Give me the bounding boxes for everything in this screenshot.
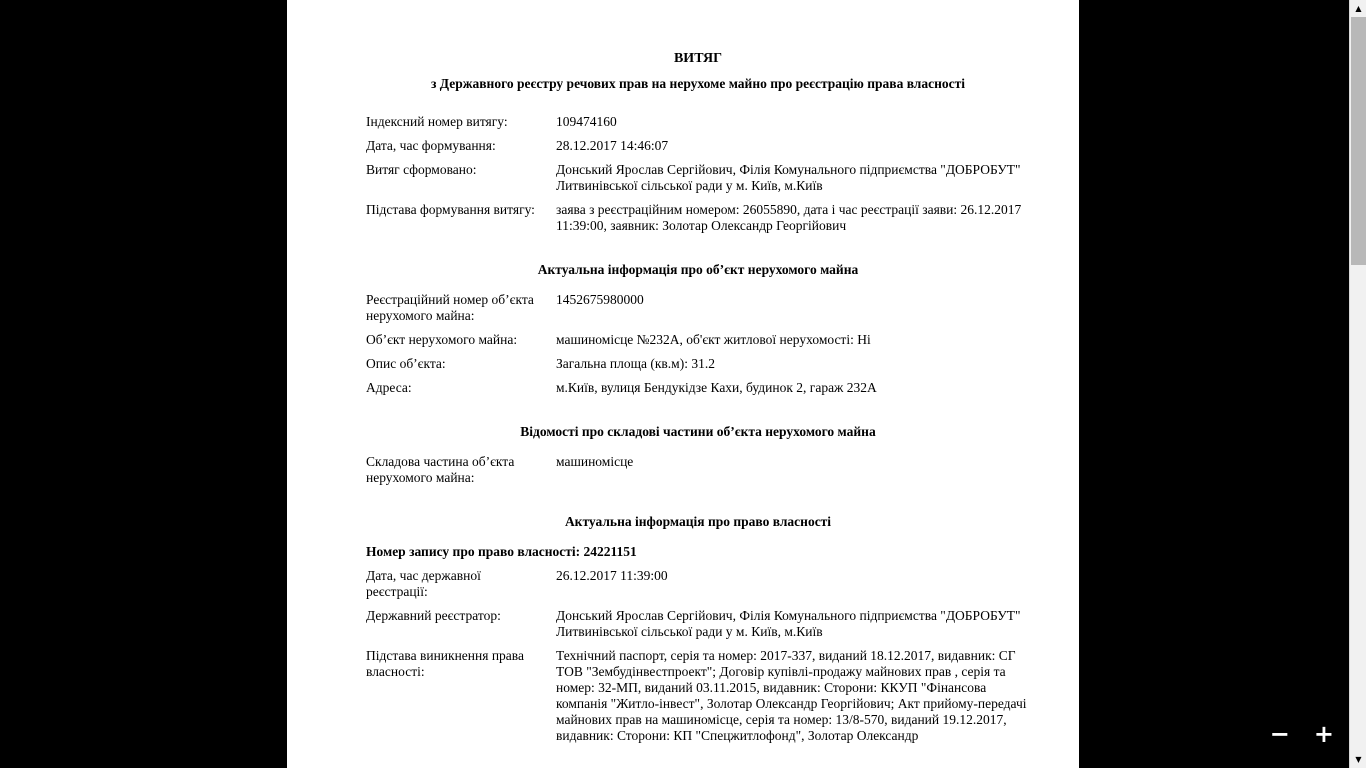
field-value: 26.12.2017 11:39:00: [556, 568, 668, 583]
field-value: 28.12.2017 14:46:07: [556, 138, 669, 153]
field-row: [366, 568, 1030, 600]
field-label: Складова частина об’єкта нерухомого майна:: [366, 454, 515, 485]
field-row: [366, 356, 1030, 372]
scroll-down-icon[interactable]: ▼: [1350, 751, 1366, 768]
scrollbar[interactable]: [1349, 0, 1366, 768]
field-row: [366, 648, 1030, 744]
field-row: [366, 202, 1030, 234]
field-row: [366, 380, 1030, 396]
field-label: Адреса:: [366, 380, 412, 395]
section-header-ownership: Актуальна інформація про право власності: [564, 514, 832, 529]
document-title: ВИТЯГ: [673, 51, 723, 66]
field-label: Витяг сформовано:: [366, 162, 477, 177]
field-row: [366, 292, 1030, 324]
field-label: Реєстраційний номер об’єкта нерухомого майна:: [366, 292, 534, 323]
field-label: Підстава формування витягу:: [366, 202, 535, 217]
field-value: 1452675980000: [556, 292, 644, 307]
field-value: Донський Ярослав Сергійович, Філія Комунального підприємства "ДОБРОБУТ" Литвинівської сільської ради у м. Київ, м.Київ: [556, 608, 1021, 639]
section-components: [366, 454, 1030, 486]
field-label: Державний реєстратор:: [366, 608, 501, 623]
field-row: [366, 162, 1030, 194]
field-value: м.Київ, вулиця Бендукідзе Кахи, будинок 2, гараж 232А: [556, 380, 877, 395]
field-row: [366, 454, 1030, 486]
ownership-record-number: Номер запису про право власності: 24221151: [366, 544, 637, 559]
section-header-components: Відомості про складові частини об’єкта нерухомого майна: [520, 424, 876, 439]
zoom-out-button[interactable]: −: [1266, 722, 1294, 746]
section-object-info: [366, 292, 1030, 396]
field-value: машиномісце №232А, об'єкт житлової нерухомості: Ні: [556, 332, 871, 347]
field-label: Дата, час державної реєстрації:: [366, 568, 481, 599]
zoom-controls: [1266, 722, 1338, 746]
field-row: [366, 332, 1030, 348]
field-label: Об’єкт нерухомого майна:: [366, 332, 518, 347]
field-label: Опис об’єкта:: [366, 356, 446, 371]
field-label: Індексний номер витягу:: [366, 114, 508, 129]
field-label: Підстава виникнення права власності:: [366, 648, 524, 679]
scroll-up-icon[interactable]: ▲: [1350, 0, 1366, 17]
field-value: Донський Ярослав Сергійович, Філія Комунального підприємства "ДОБРОБУТ" Литвинівської сільської ради у м. Київ, м.Київ: [556, 162, 1021, 193]
field-value: заява з реєстраційним номером: 26055890, дата і час реєстрації заяви: 26.12.2017 11:39:00, заявник: Золотар Олександр Георгійович: [556, 202, 1022, 233]
field-value: Технічний паспорт, серія та номер: 2017-337, виданий 18.12.2017, видавник: СГ ТОВ "Зембудінвестпроект"; Договір купівлі-продажу майнових прав , серія та номер: 32-МП, виданий 03.11.2015, видавник: Сторони: ККУП "Фінансова компанія "Житло-інвест", Золотар Олександр Георгійович; Акт прийому-передачі майнових прав на машиномісце, серія та номер: 13/8-570, виданий 19.12.2017, видавник: Сторони: КП "Спецжитлофонд", Золотар Олександр: [556, 648, 1027, 743]
document-page: [287, 0, 1079, 768]
zoom-in-button[interactable]: +: [1310, 722, 1338, 746]
field-value: Загальна площа (кв.м): 31.2: [556, 356, 715, 371]
document-subtitle: з Державного реєстру речових прав на нерухоме майно про реєстрацію права власності: [430, 76, 966, 91]
section-header-object-info: Актуальна інформація про об’єкт нерухомого майна: [537, 262, 859, 277]
field-value: 109474160: [556, 114, 617, 129]
section-ownership: [366, 544, 1030, 744]
field-row: [366, 114, 1030, 130]
section-header-block: [366, 114, 1030, 234]
field-row: [366, 608, 1030, 640]
field-row: [366, 138, 1030, 154]
field-label: Дата, час формування:: [366, 138, 496, 153]
scroll-thumb[interactable]: [1351, 17, 1366, 265]
field-value: машиномісце: [556, 454, 634, 469]
